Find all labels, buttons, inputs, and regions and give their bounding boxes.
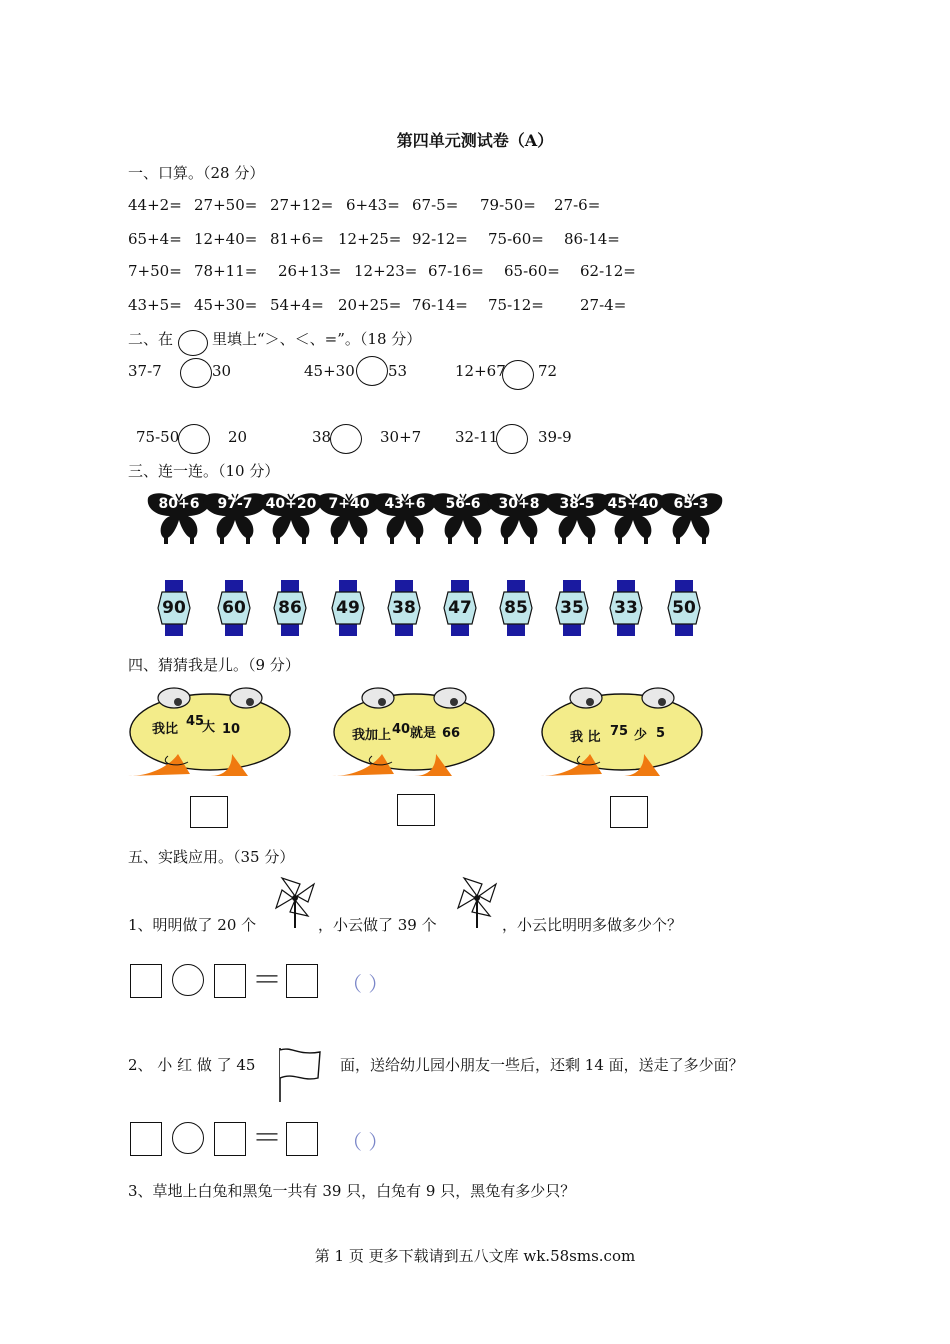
butterfly-label: 40+20 (265, 496, 317, 512)
watch-card[interactable] (154, 580, 194, 636)
q2-text-1: 2、 小 红 做 了 45 (128, 1056, 256, 1074)
compare-answer-circle[interactable] (330, 424, 362, 454)
arithmetic-problem: 81+6= (270, 230, 324, 248)
equation-box[interactable] (286, 964, 318, 998)
chick-speech-text: 大 (202, 720, 216, 735)
watch-card[interactable] (270, 580, 310, 636)
arithmetic-problem: 75-12= (488, 296, 544, 314)
q1-text-1: 1、明明做了 20 个 (128, 916, 257, 934)
equation-box[interactable] (214, 964, 246, 998)
butterfly-label: 43+6 (384, 496, 426, 512)
arithmetic-problem: 27-6= (554, 196, 601, 214)
chick-speech-text: 我比 (152, 722, 179, 737)
chick-speech-text: 66 (442, 726, 461, 741)
arithmetic-problem: 26+13= (278, 262, 342, 280)
compare-answer-circle[interactable] (356, 356, 388, 386)
butterfly-label: 80+6 (158, 496, 200, 512)
arithmetic-problem: 67-16= (428, 262, 484, 280)
section5-heading: 五、实践应用。（35 分） (128, 848, 295, 866)
butterfly-card[interactable] (372, 490, 438, 546)
chick-speech-text: 就是 (410, 726, 437, 741)
watch-number: 86 (278, 598, 302, 618)
compare-right: 30+7 (380, 428, 422, 446)
section3-heading: 三、连一连。（10 分） (128, 462, 280, 480)
arithmetic-problem: 76-14= (412, 296, 468, 314)
section2-heading-pre: 二、在 (128, 330, 174, 348)
watch-number: 38 (392, 598, 416, 618)
chick-speech-text: 我 比 (570, 730, 601, 745)
arithmetic-problem: 78+11= (194, 262, 258, 280)
butterfly-label: 30+8 (498, 496, 540, 512)
butterfly-label: 45+40 (607, 496, 659, 512)
arithmetic-problem: 7+50= (128, 262, 182, 280)
watch-card[interactable] (552, 580, 592, 636)
arithmetic-problem: 65+4= (128, 230, 182, 248)
watch-number: 50 (672, 598, 696, 618)
watch-number: 85 (504, 598, 528, 618)
chick-speech-text: 10 (222, 722, 241, 737)
compare-answer-circle[interactable] (180, 358, 212, 388)
watch-card[interactable] (606, 580, 646, 636)
watch-card[interactable] (440, 580, 480, 636)
butterfly-card[interactable] (658, 490, 724, 546)
arithmetic-problem: 20+25= (338, 296, 402, 314)
arithmetic-problem: 75-60= (488, 230, 544, 248)
section2-heading-post: 里填上“＞、＜、=”。（18 分） (212, 330, 422, 348)
q2-text-2: 面，送给幼儿园小朋友一些后，还剩 14 面，送走了多少面？ (340, 1056, 744, 1074)
compare-answer-circle[interactable] (502, 360, 534, 390)
equation-box[interactable] (214, 1122, 246, 1156)
operator-circle[interactable] (172, 964, 204, 996)
page-title: 第四单元测试卷（A） (396, 131, 554, 150)
compare-answer-circle[interactable] (496, 424, 528, 454)
guess-answer-box[interactable] (190, 796, 228, 828)
equation-box[interactable] (130, 964, 162, 998)
arithmetic-problem: 44+2= (128, 196, 182, 214)
arithmetic-problem: 65-60= (504, 262, 560, 280)
watch-card[interactable] (664, 580, 704, 636)
watch-card[interactable] (496, 580, 536, 636)
equals-sign: ＝ (252, 1121, 282, 1156)
arithmetic-problem: 27+50= (194, 196, 258, 214)
compare-left: 38 (312, 428, 332, 446)
arithmetic-problem: 54+4= (270, 296, 324, 314)
pinwheel-icon (452, 872, 502, 930)
q1-text-2: ，小云做了 39 个 (318, 916, 437, 934)
compare-left: 32-11 (455, 428, 499, 446)
compare-right: 30 (212, 362, 232, 380)
butterfly-label: 38-5 (559, 496, 595, 512)
arithmetic-problem: 27+12= (270, 196, 334, 214)
equation-box[interactable] (286, 1122, 318, 1156)
compare-left: 45+30 (304, 362, 355, 380)
chick-speech-text: 40 (392, 722, 411, 737)
arithmetic-problem: 27-4= (580, 296, 627, 314)
arithmetic-problem: 12+40= (194, 230, 258, 248)
watch-number: 33 (614, 598, 638, 618)
arithmetic-problem: 67-5= (412, 196, 459, 214)
chick-speech-text: 45 (186, 714, 205, 729)
watch-number: 60 (222, 598, 246, 618)
arithmetic-problem: 86-14= (564, 230, 620, 248)
arithmetic-problem: 92-12= (412, 230, 468, 248)
compare-right: 53 (388, 362, 408, 380)
q3-text: 3、草地上白兔和黑兔一共有 39 只，白兔有 9 只，黑兔有多少只？ (128, 1182, 576, 1200)
section1-heading: 一、口算。（28 分） (128, 164, 265, 182)
watch-number: 35 (560, 598, 584, 618)
flag-icon (272, 1044, 328, 1104)
compare-left: 12+67 (455, 362, 506, 380)
arithmetic-problem: 79-50= (480, 196, 536, 214)
section4-heading: 四、猜猜我是儿。（9 分） (128, 656, 300, 674)
q1-text-3: ，小云比明明多做多少个？ (502, 916, 683, 934)
equation-box[interactable] (130, 1122, 162, 1156)
watch-number: 49 (336, 598, 360, 618)
arithmetic-problem: 12+25= (338, 230, 402, 248)
butterfly-card[interactable] (486, 490, 552, 546)
butterfly-label: 56-6 (445, 496, 481, 512)
compare-right: 20 (228, 428, 248, 446)
watch-number: 47 (448, 598, 472, 618)
guess-answer-box[interactable] (610, 796, 648, 828)
watch-card[interactable] (384, 580, 424, 636)
page-footer: 第 1 页 更多下载请到五八文库 wk.58sms.com (314, 1247, 636, 1265)
unit-parentheses[interactable]: （ ） (342, 1130, 389, 1154)
arithmetic-problem: 45+30= (194, 296, 258, 314)
arithmetic-problem: 12+23= (354, 262, 418, 280)
chick-speech-text: 5 (656, 726, 666, 741)
compare-answer-circle[interactable] (178, 424, 210, 454)
chick-speech-text: 我加上 (352, 728, 392, 743)
compare-right: 72 (538, 362, 558, 380)
watch-card[interactable] (328, 580, 368, 636)
guess-answer-box[interactable] (397, 794, 435, 826)
watch-number: 90 (162, 598, 186, 618)
butterfly-card[interactable] (600, 490, 666, 546)
butterfly-card[interactable] (258, 490, 324, 546)
chick-speech-text: 75 (610, 724, 629, 739)
equals-sign: ＝ (252, 963, 282, 998)
operator-circle[interactable] (172, 1122, 204, 1154)
compare-right: 39-9 (538, 428, 572, 446)
butterfly-label: 7+40 (328, 496, 370, 512)
example-circle-icon (178, 330, 208, 356)
butterfly-label: 65-3 (673, 496, 709, 512)
watch-card[interactable] (214, 580, 254, 636)
compare-left: 75-50 (136, 428, 180, 446)
chick-speech-text: 少 (634, 728, 648, 743)
unit-parentheses[interactable]: （ ） (342, 972, 389, 996)
compare-left: 37-7 (128, 362, 162, 380)
arithmetic-problem: 43+5= (128, 296, 182, 314)
pinwheel-icon (270, 872, 320, 930)
arithmetic-problem: 6+43= (346, 196, 400, 214)
butterfly-label: 97-7 (217, 496, 253, 512)
arithmetic-problem: 62-12= (580, 262, 636, 280)
